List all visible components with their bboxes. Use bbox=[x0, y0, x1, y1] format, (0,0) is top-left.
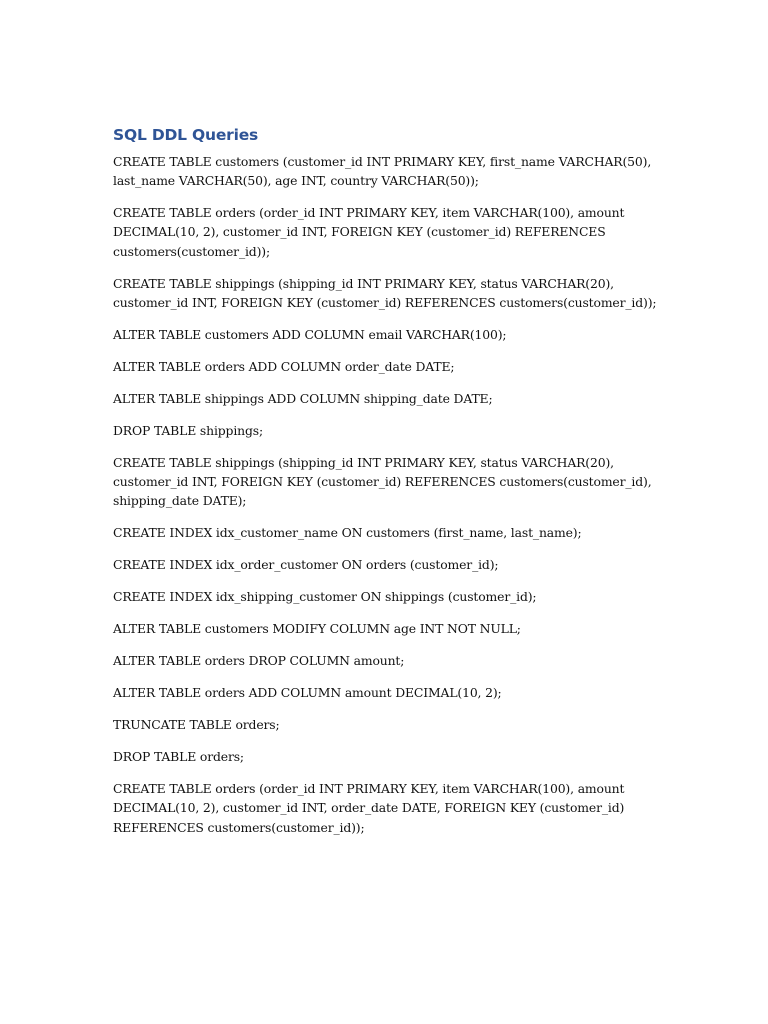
sql-query-line: CREATE TABLE orders (order_id INT PRIMARY KEY, item VARCHAR(100), amount bbox=[113, 205, 625, 221]
sql-query-line: ALTER TABLE customers ADD COLUMN email VARCHAR(100); bbox=[113, 326, 507, 342]
sql-query-paragraph bbox=[113, 619, 643, 638]
document-body bbox=[113, 124, 657, 850]
query-list bbox=[113, 152, 657, 837]
sql-query-paragraph bbox=[113, 357, 643, 376]
sql-query-line: ALTER TABLE orders ADD COLUMN order_date DATE; bbox=[113, 358, 455, 374]
sql-query-line: customer_id INT, FOREIGN KEY (customer_id) REFERENCES customers(customer_id), bbox=[113, 474, 652, 490]
sql-query-line: DROP TABLE shippings; bbox=[113, 422, 263, 438]
sql-query-paragraph bbox=[113, 779, 643, 837]
sql-query-paragraph bbox=[113, 523, 643, 542]
sql-query-line: REFERENCES customers(customer_id)); bbox=[113, 819, 365, 835]
sql-query-line: CREATE TABLE orders (order_id INT PRIMARY KEY, item VARCHAR(100), amount bbox=[113, 781, 625, 797]
sql-query-line: ALTER TABLE orders ADD COLUMN amount DECIMAL(10, 2); bbox=[113, 685, 502, 701]
sql-query-paragraph bbox=[113, 715, 643, 734]
sql-query-paragraph bbox=[113, 389, 643, 408]
sql-query-line: CREATE INDEX idx_customer_name ON customers (first_name, last_name); bbox=[113, 525, 582, 541]
sql-query-line: ALTER TABLE shippings ADD COLUMN shipping_date DATE; bbox=[113, 390, 493, 406]
sql-query-paragraph bbox=[113, 453, 652, 511]
sql-query-line: DROP TABLE orders; bbox=[113, 749, 244, 765]
sql-query-paragraph bbox=[113, 325, 643, 344]
sql-query-paragraph bbox=[113, 747, 643, 766]
sql-query-line: customer_id INT, FOREIGN KEY (customer_id) REFERENCES customers(customer_id)); bbox=[113, 294, 657, 310]
sql-query-line: TRUNCATE TABLE orders; bbox=[113, 717, 280, 733]
sql-query-paragraph bbox=[113, 274, 657, 312]
sql-query-line: CREATE INDEX idx_order_customer ON orders (customer_id); bbox=[113, 557, 499, 573]
sql-query-paragraph bbox=[113, 152, 652, 190]
sql-query-paragraph bbox=[113, 683, 643, 702]
sql-query-paragraph bbox=[113, 587, 643, 606]
sql-query-line: DECIMAL(10, 2), customer_id INT, order_date DATE, FOREIGN KEY (customer_id) bbox=[113, 800, 625, 816]
sql-query-line: last_name VARCHAR(50), age INT, country VARCHAR(50)); bbox=[113, 173, 479, 189]
sql-query-paragraph bbox=[113, 651, 643, 670]
sql-query-line: CREATE INDEX idx_shipping_customer ON shippings (customer_id); bbox=[113, 589, 537, 605]
sql-query-line: ALTER TABLE orders DROP COLUMN amount; bbox=[113, 653, 405, 669]
sql-query-line: CREATE TABLE shippings (shipping_id INT PRIMARY KEY, status VARCHAR(20), bbox=[113, 275, 614, 291]
sql-query-line: shipping_date DATE); bbox=[113, 493, 247, 509]
sql-query-line: customers(customer_id)); bbox=[113, 243, 270, 259]
sql-query-line: CREATE TABLE customers (customer_id INT PRIMARY KEY, first_name VARCHAR(50), bbox=[113, 154, 652, 169]
sql-query-line: ALTER TABLE customers MODIFY COLUMN age INT NOT NULL; bbox=[113, 621, 521, 637]
document-heading: SQL DDL Queries bbox=[113, 126, 259, 144]
sql-query-line: CREATE TABLE shippings (shipping_id INT PRIMARY KEY, status VARCHAR(20), bbox=[113, 454, 614, 470]
sql-query-paragraph bbox=[113, 421, 643, 440]
sql-query-paragraph bbox=[113, 203, 643, 261]
sql-query-line: DECIMAL(10, 2), customer_id INT, FOREIGN KEY (customer_id) REFERENCES bbox=[113, 224, 606, 240]
sql-query-paragraph bbox=[113, 555, 643, 574]
